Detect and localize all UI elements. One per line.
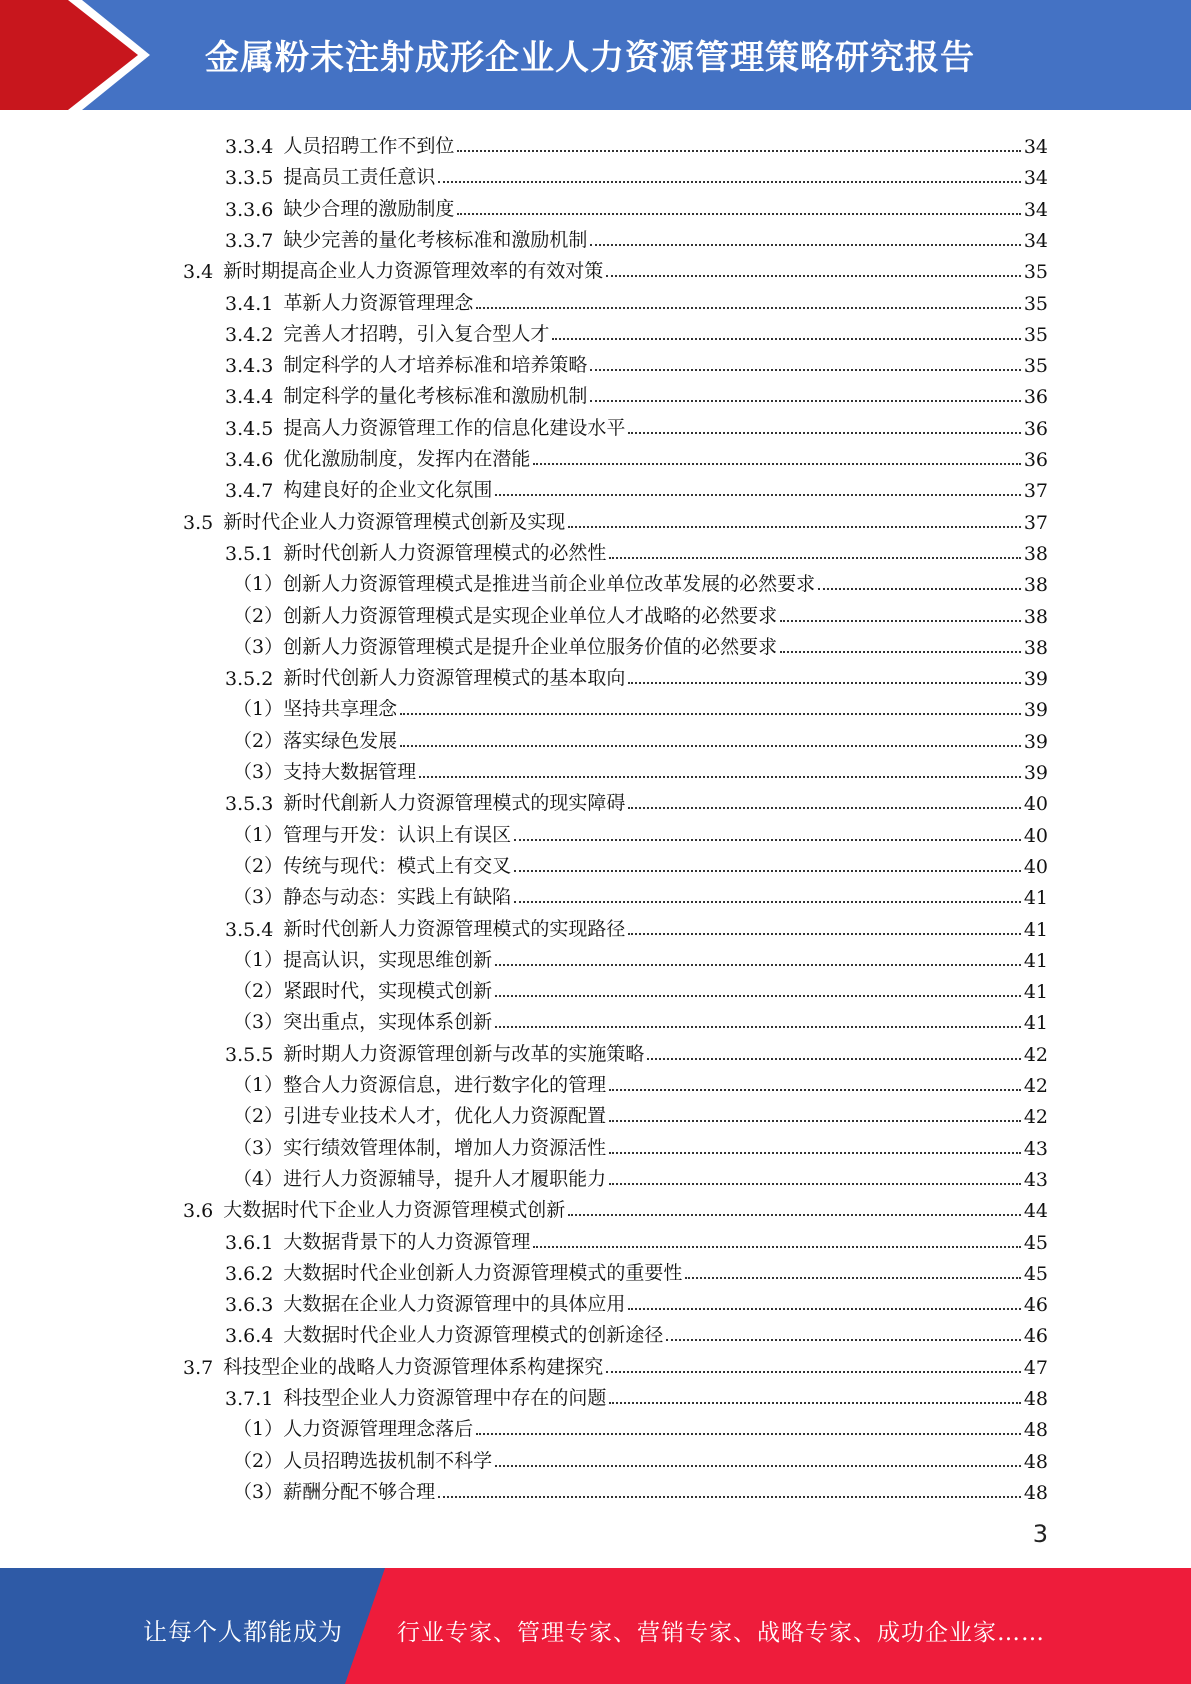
toc-entry-title: 新时代创新人力资源管理模式的实现路径 bbox=[283, 917, 626, 940]
toc-dot-leader bbox=[609, 557, 1020, 559]
toc-entry-number: 3.4.3 bbox=[225, 355, 274, 378]
toc-dot-leader bbox=[400, 713, 1021, 715]
toc-entry-title: （1）创新人力资源管理模式是推进当前企业单位改革发展的必然要求 bbox=[233, 573, 816, 596]
toc-entry-title: 制定科学的人才培养标准和培养策略 bbox=[283, 354, 588, 377]
toc-entry-page: 47 bbox=[1023, 1356, 1048, 1379]
toc-entry-title: （3）创新人力资源管理模式是提升企业单位服务价值的必然要求 bbox=[233, 635, 778, 658]
toc-entry-title: （1）管理与开发：认识上有误区 bbox=[233, 823, 512, 846]
toc-entry[interactable] bbox=[233, 722, 1048, 753]
toc-entry-page: 34 bbox=[1023, 198, 1048, 221]
footer-slogan-left: 让每个人都能成为 bbox=[143, 1618, 343, 1646]
toc-entry-title: 革新人力资源管理理念 bbox=[283, 291, 474, 314]
toc-entry-number: 3.5.2 bbox=[225, 668, 274, 691]
toc-entry[interactable] bbox=[225, 127, 1048, 158]
toc-entry-title: （2）人员招聘选拔机制不科学 bbox=[233, 1449, 493, 1472]
toc-entry-page: 42 bbox=[1023, 1106, 1048, 1129]
toc-entry-title: （2）引进专业技术人才，优化人力资源配置 bbox=[233, 1105, 607, 1128]
toc-entry-number: 3.6.2 bbox=[225, 1262, 274, 1285]
toc-entry[interactable] bbox=[225, 659, 1048, 690]
toc-dot-leader bbox=[495, 1465, 1021, 1467]
toc-entry-number: 3.6.4 bbox=[225, 1325, 274, 1348]
toc-dot-leader bbox=[628, 432, 1020, 434]
toc-dot-leader bbox=[609, 1402, 1020, 1404]
toc-entry-page: 46 bbox=[1023, 1325, 1048, 1348]
toc-entry[interactable] bbox=[183, 252, 1048, 283]
toc-dot-leader bbox=[628, 682, 1020, 684]
toc-entry-page: 39 bbox=[1023, 762, 1048, 784]
toc-entry[interactable] bbox=[225, 1316, 1048, 1347]
toc-entry-page: 45 bbox=[1023, 1231, 1048, 1254]
toc-entry[interactable] bbox=[225, 377, 1048, 408]
toc-entry[interactable] bbox=[233, 1097, 1048, 1128]
toc-dot-leader bbox=[685, 1277, 1020, 1279]
toc-entry-page: 36 bbox=[1023, 386, 1048, 409]
toc-dot-leader bbox=[568, 526, 1021, 528]
toc-entry[interactable] bbox=[225, 910, 1048, 941]
report-title: 金属粉末注射成形企业人力资源管理策略研究报告 bbox=[205, 38, 975, 78]
toc-dot-leader bbox=[533, 1246, 1020, 1248]
toc-entry[interactable] bbox=[233, 1003, 1048, 1034]
toc-entry-page: 35 bbox=[1023, 292, 1048, 315]
toc-entry-page: 40 bbox=[1023, 824, 1048, 847]
toc-dot-leader bbox=[628, 1308, 1020, 1310]
toc-entry-title: 新时期提高企业人力资源管理效率的有效对策 bbox=[223, 260, 604, 283]
toc-entry-title: （1）提高认识，实现思维创新 bbox=[233, 948, 493, 971]
toc-entry-title: 新时代企业人力资源管理模式创新及实现 bbox=[223, 510, 566, 533]
toc-dot-leader bbox=[647, 1058, 1020, 1060]
toc-entry-page: 40 bbox=[1023, 855, 1048, 878]
header-banner bbox=[0, 0, 1191, 110]
toc-entry-title: （2）落实绿色发展 bbox=[233, 729, 398, 752]
toc-dot-leader bbox=[780, 620, 1021, 622]
toc-dot-leader bbox=[495, 964, 1021, 966]
toc-entry-page: 38 bbox=[1023, 605, 1048, 628]
toc-entry-title: （2）传统与现代：模式上有交叉 bbox=[233, 854, 512, 877]
toc-dot-leader bbox=[533, 463, 1020, 465]
toc-entry-number: 3.4.1 bbox=[225, 292, 274, 315]
toc-entry-number: 3.7 bbox=[183, 1356, 214, 1379]
toc-entry-title: （3）突出重点，实现体系创新 bbox=[233, 1011, 493, 1034]
toc-entry[interactable] bbox=[233, 1160, 1048, 1191]
toc-entry-page: 48 bbox=[1023, 1419, 1048, 1442]
toc-entry-title: 缺少完善的量化考核标准和激励机制 bbox=[283, 228, 588, 251]
toc-entry[interactable] bbox=[233, 941, 1048, 972]
toc-entry[interactable] bbox=[225, 1223, 1048, 1254]
toc-entry-page: 37 bbox=[1023, 480, 1048, 503]
toc-entry-number: 3.3.5 bbox=[225, 167, 274, 190]
toc-dot-leader bbox=[400, 745, 1021, 747]
toc-entry-title: 人员招聘工作不到位 bbox=[283, 135, 455, 157]
toc-entry[interactable] bbox=[225, 284, 1048, 315]
toc-entry[interactable] bbox=[233, 1442, 1048, 1473]
toc-entry-number: 3.4.6 bbox=[225, 449, 274, 471]
toc-entry[interactable] bbox=[225, 534, 1048, 565]
toc-dot-leader bbox=[495, 1026, 1021, 1028]
toc-entry-number: 3.4.2 bbox=[225, 323, 274, 346]
footer-slogan-right: 行业专家、管理专家、营销专家、战略专家、成功企业家…… bbox=[397, 1620, 1045, 1646]
toc-entry-number: 3.7.1 bbox=[225, 1388, 274, 1410]
toc-entry-title: 新时代創新人力资源管理模式的现实障碍 bbox=[283, 792, 626, 815]
toc-entry-title: （3）薪酬分配不够合理 bbox=[233, 1480, 436, 1503]
toc-entry-page: 48 bbox=[1023, 1388, 1048, 1410]
toc-entry-number: 3.5 bbox=[183, 511, 214, 534]
toc-dot-leader bbox=[552, 338, 1020, 340]
toc-entry[interactable] bbox=[233, 1410, 1048, 1441]
toc-entry[interactable] bbox=[183, 1348, 1048, 1379]
toc-entry-title: 优化激励制度，发挥内在潜能 bbox=[283, 448, 531, 470]
toc-entry-page: 35 bbox=[1023, 261, 1048, 284]
toc-dot-leader bbox=[609, 1089, 1021, 1091]
toc-entry[interactable] bbox=[225, 158, 1048, 189]
toc-entry-page: 38 bbox=[1023, 574, 1048, 597]
toc-entry-number: 3.6.1 bbox=[225, 1231, 274, 1254]
toc-entry-number: 3.5.4 bbox=[225, 918, 274, 941]
toc-entry-title: 新时代创新人力资源管理模式的基本取向 bbox=[283, 667, 626, 690]
toc-entry-number: 3.4.4 bbox=[225, 386, 274, 409]
toc-entry[interactable] bbox=[225, 315, 1048, 346]
toc-entry-page: 43 bbox=[1023, 1137, 1048, 1160]
toc-entry-page: 42 bbox=[1023, 1075, 1048, 1097]
toc-entry-title: （2）创新人力资源管理模式是实现企业单位人才战略的必然要求 bbox=[233, 604, 778, 627]
toc-entry-number: 3.5.5 bbox=[225, 1043, 274, 1066]
toc-dot-leader bbox=[609, 1120, 1021, 1122]
toc-dot-leader bbox=[438, 181, 1020, 183]
toc-dot-leader bbox=[495, 995, 1021, 997]
toc-entry-title: （1）人力资源管理理念落后 bbox=[233, 1418, 474, 1441]
toc-entry-page: 44 bbox=[1023, 1200, 1048, 1223]
toc-entry-page: 34 bbox=[1023, 136, 1048, 158]
toc-entry-page: 40 bbox=[1023, 793, 1048, 816]
toc-dot-leader bbox=[514, 839, 1021, 841]
toc-entry-number: 3.6 bbox=[183, 1200, 214, 1223]
chevron-red-shape bbox=[0, 0, 140, 110]
toc-entry-page: 34 bbox=[1023, 229, 1048, 252]
toc-dot-leader bbox=[609, 1152, 1021, 1154]
toc-entry[interactable] bbox=[225, 346, 1048, 377]
toc-dot-leader bbox=[628, 807, 1020, 809]
toc-dot-leader bbox=[495, 494, 1020, 496]
toc-entry[interactable] bbox=[225, 1035, 1048, 1066]
toc-entry-page: 48 bbox=[1023, 1450, 1048, 1473]
toc-dot-leader bbox=[419, 776, 1021, 778]
toc-entry[interactable] bbox=[225, 190, 1048, 221]
toc-entry-page: 36 bbox=[1023, 417, 1048, 440]
toc-entry[interactable] bbox=[233, 847, 1048, 878]
toc-entry[interactable] bbox=[233, 690, 1048, 721]
footer-banner bbox=[0, 1568, 1191, 1684]
toc-entry-title: 大数据时代企业人力资源管理模式的创新途径 bbox=[283, 1324, 664, 1347]
toc-entry-page: 37 bbox=[1023, 511, 1048, 534]
toc-entry-number: 3.4 bbox=[183, 261, 214, 284]
toc-entry-page: 39 bbox=[1023, 699, 1048, 722]
toc-entry-page: 34 bbox=[1023, 167, 1048, 190]
toc-entry[interactable] bbox=[233, 972, 1048, 1003]
toc-entry-page: 41 bbox=[1023, 887, 1048, 910]
toc-entry-title: （1）整合人力资源信息，进行数字化的管理 bbox=[233, 1074, 607, 1096]
toc-entry-number: 3.3.7 bbox=[225, 229, 274, 252]
toc-dot-leader bbox=[666, 1339, 1020, 1341]
toc-dot-leader bbox=[476, 1433, 1021, 1435]
toc-entry-title: （4）进行人力资源辅导，提升人才履职能力 bbox=[233, 1167, 607, 1190]
toc-entry-page: 41 bbox=[1023, 981, 1048, 1004]
toc-entry[interactable] bbox=[233, 1066, 1048, 1097]
toc-entry-page: 35 bbox=[1023, 355, 1048, 378]
toc-entry-page: 38 bbox=[1023, 636, 1048, 659]
toc-dot-leader bbox=[590, 244, 1020, 246]
toc-entry-title: 提高人力资源管理工作的信息化建设水平 bbox=[283, 416, 626, 439]
toc-dot-leader bbox=[438, 1496, 1021, 1498]
toc-entry-page: 42 bbox=[1023, 1043, 1048, 1066]
toc-entry[interactable] bbox=[183, 503, 1048, 534]
toc-dot-leader bbox=[514, 901, 1021, 903]
toc-entry-page: 46 bbox=[1023, 1294, 1048, 1317]
toc-dot-leader bbox=[606, 275, 1021, 277]
toc-entry[interactable] bbox=[233, 753, 1048, 784]
toc-entry-title: （3）支持大数据管理 bbox=[233, 761, 417, 783]
toc-entry[interactable] bbox=[225, 1285, 1048, 1316]
toc-dot-leader bbox=[476, 307, 1020, 309]
toc-entry-page: 43 bbox=[1023, 1168, 1048, 1191]
toc-entry-title: 大数据时代下企业人力资源管理模式创新 bbox=[223, 1199, 566, 1222]
toc-entry-page: 41 bbox=[1023, 918, 1048, 941]
toc-entry-title: 大数据时代企业创新人力资源管理模式的重要性 bbox=[283, 1261, 683, 1284]
toc-entry[interactable] bbox=[233, 628, 1048, 659]
toc-entry[interactable] bbox=[225, 409, 1048, 440]
toc-entry-title: 科技型企业人力资源管理中存在的问题 bbox=[283, 1387, 607, 1409]
toc-dot-leader bbox=[457, 150, 1020, 152]
toc-entry[interactable] bbox=[233, 1129, 1048, 1160]
toc-entry[interactable] bbox=[233, 597, 1048, 628]
toc-entry-number: 3.3.4 bbox=[225, 136, 274, 158]
toc-entry-title: 大数据背景下的人力资源管理 bbox=[283, 1230, 531, 1253]
toc-entry[interactable] bbox=[183, 1191, 1048, 1222]
toc-dot-leader bbox=[609, 1183, 1021, 1185]
toc-entry-title: 科技型企业的战略人力资源管理体系构建探究 bbox=[223, 1355, 604, 1378]
toc-dot-leader bbox=[568, 1214, 1021, 1216]
toc-entry-title: 制定科学的量化考核标准和激励机制 bbox=[283, 385, 588, 408]
toc-entry-page: 36 bbox=[1023, 449, 1048, 471]
toc-dot-leader bbox=[590, 369, 1020, 371]
toc-entry-number: 3.5.1 bbox=[225, 542, 274, 565]
toc-entry-title: 构建良好的企业文化氛围 bbox=[283, 479, 493, 502]
toc-entry-number: 3.4.5 bbox=[225, 417, 274, 440]
toc-entry-title: （2）紧跟时代，实现模式创新 bbox=[233, 980, 493, 1003]
toc-dot-leader bbox=[457, 213, 1020, 215]
toc-dot-leader bbox=[514, 870, 1021, 872]
toc-dot-leader bbox=[606, 1371, 1021, 1373]
toc-entry[interactable] bbox=[225, 784, 1048, 815]
toc-entry-title: 缺少合理的激励制度 bbox=[283, 197, 455, 220]
toc-entry[interactable] bbox=[225, 1254, 1048, 1285]
toc-entry-page: 41 bbox=[1023, 1012, 1048, 1035]
toc-entry[interactable] bbox=[233, 816, 1048, 847]
toc-entry-number: 3.3.6 bbox=[225, 198, 274, 221]
toc-entry-title: 提高员工责任意识 bbox=[283, 166, 436, 189]
toc-entry-page: 38 bbox=[1023, 542, 1048, 565]
toc-entry[interactable] bbox=[225, 221, 1048, 252]
toc-entry-title: 新时期人力资源管理创新与改革的实施策略 bbox=[283, 1042, 645, 1065]
toc-entry-title: （1）坚持共享理念 bbox=[233, 698, 398, 721]
toc-entry-page: 41 bbox=[1023, 949, 1048, 972]
toc-entry[interactable] bbox=[233, 878, 1048, 909]
toc-dot-leader bbox=[780, 651, 1021, 653]
toc-dot-leader bbox=[818, 588, 1021, 590]
toc-entry[interactable] bbox=[233, 1473, 1048, 1504]
toc-entry-number: 3.6.3 bbox=[225, 1294, 274, 1317]
toc-entry[interactable] bbox=[233, 565, 1048, 596]
toc-entry-page: 39 bbox=[1023, 730, 1048, 753]
toc-entry-title: （3）静态与动态：实践上有缺陷 bbox=[233, 886, 512, 909]
toc-entry-page: 45 bbox=[1023, 1262, 1048, 1285]
toc-entry-page: 35 bbox=[1023, 323, 1048, 346]
toc-entry-page: 39 bbox=[1023, 668, 1048, 691]
toc-entry-title: （3）实行绩效管理体制，增加人力资源活性 bbox=[233, 1136, 607, 1159]
toc-entry[interactable] bbox=[225, 1379, 1048, 1410]
toc-entry[interactable] bbox=[225, 471, 1048, 502]
toc-dot-leader bbox=[590, 400, 1020, 402]
toc-entry-number: 3.5.3 bbox=[225, 793, 274, 816]
toc-entry[interactable] bbox=[225, 440, 1048, 471]
toc-entry-number: 3.4.7 bbox=[225, 480, 274, 503]
toc-entry-title: 完善人才招聘，引入复合型人才 bbox=[283, 322, 550, 345]
toc-entry-title: 新时代创新人力资源管理模式的必然性 bbox=[283, 541, 607, 564]
toc-dot-leader bbox=[628, 933, 1020, 935]
toc-entry-title: 大数据在企业人力资源管理中的具体应用 bbox=[283, 1293, 626, 1316]
toc-entry-page: 48 bbox=[1023, 1481, 1048, 1504]
page-number: 3 bbox=[1032, 1520, 1048, 1548]
